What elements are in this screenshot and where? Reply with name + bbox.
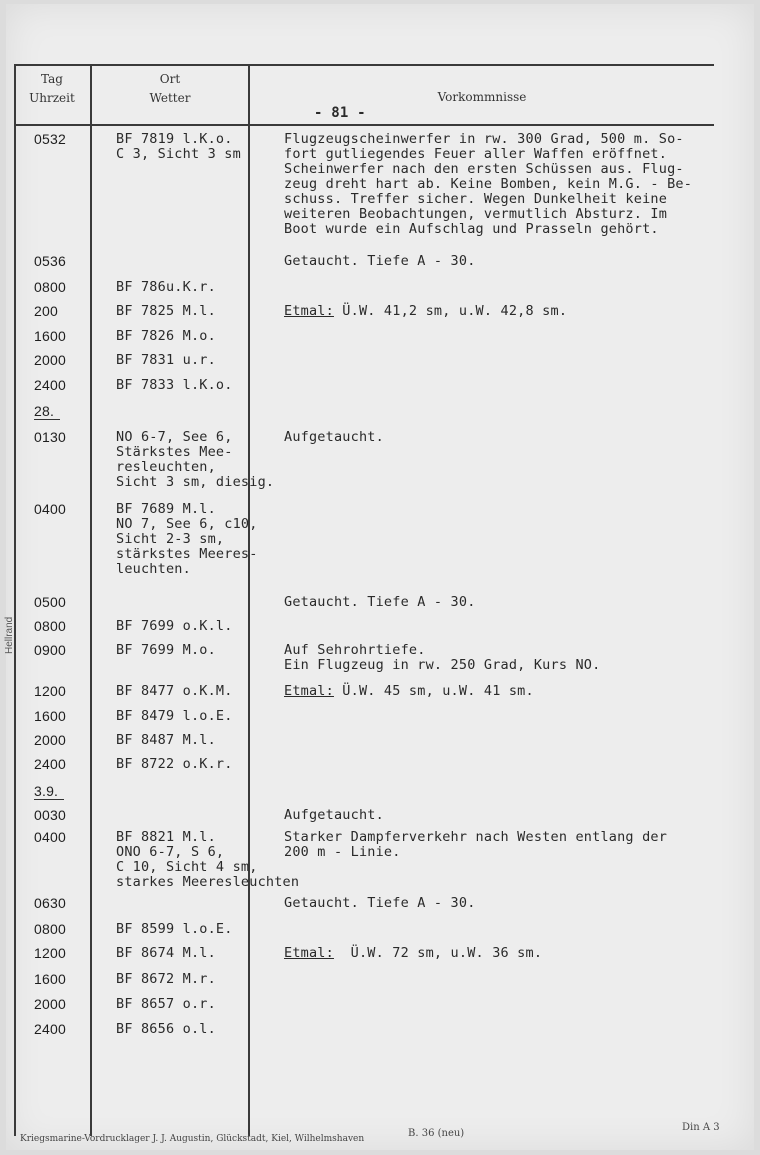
entry-time: 1200 xyxy=(34,945,66,961)
log-page xyxy=(6,4,754,1150)
remarks-text: Ü.W. 45 sm, u.W. 41 sm. xyxy=(333,683,534,699)
entry-time: 1600 xyxy=(34,328,66,344)
printer-imprint: Kriegsmarine-Vordrucklager J. J. Augustin, Glückstadt, Kiel, Wilhelmshaven xyxy=(20,1134,365,1144)
entry-time: 0800 xyxy=(34,618,66,634)
entry-position-weather: BF 8674 M.l. xyxy=(116,945,216,961)
entry-position-weather: BF 7819 l.K.o. C 3, Sicht 3 sm xyxy=(116,131,241,162)
remarks-text: Auf Sehrohrtiefe. Ein Flugzeug in rw. 250 Grad, Kurs NO. xyxy=(284,642,601,673)
remarks-text: Getaucht. Tiefe A - 30. xyxy=(284,253,476,269)
page-number: - 81 - xyxy=(314,105,366,121)
date-marker: 28. xyxy=(34,404,60,420)
entry-position-weather: BF 7699 o.K.l. xyxy=(116,618,233,634)
header-ort: Ort xyxy=(159,72,181,86)
left-border xyxy=(14,64,16,1136)
remarks-text: Ü.W. 41,2 sm, u.W. 42,8 sm. xyxy=(333,303,568,319)
entry-remarks xyxy=(284,304,567,319)
entry-position-weather: BF 8672 M.r. xyxy=(116,971,216,987)
entry-time: 2000 xyxy=(34,732,66,748)
entry-time: 2400 xyxy=(34,1021,66,1037)
remarks-text: Aufgetaucht. xyxy=(284,429,384,445)
entry-time: 1600 xyxy=(34,708,66,724)
entry-position-weather: BF 7825 M.l. xyxy=(116,303,216,319)
header-uhrzeit: Uhrzeit xyxy=(29,91,75,105)
entry-time: 2000 xyxy=(34,352,66,368)
entry-time: 2400 xyxy=(34,377,66,393)
entry-position-weather: BF 8599 l.o.E. xyxy=(116,921,233,937)
entry-position-weather: BF 8657 o.r. xyxy=(116,996,216,1012)
date-marker: 3.9. xyxy=(34,784,64,800)
remarks-text: Flugzeugscheinwerfer in rw. 300 Grad, 500 m. So- fort gutliegendes Feuer aller Waffen eröffnet. Scheinwerfer nach den ersten Schüssen aus. Flug- zeug dreht hart ab. Keine Bomben, kein M.G. - Be- schuss. Treffer sicher. Wegen Dunkelheit keine weiteren Beobachtungen, vermutlich Absturz. Im Boot wurde ein Aufschlag und Prasseln gehört. xyxy=(284,131,693,237)
entry-position-weather: BF 7689 M.l. NO 7, See 6, c10, Sicht 2-3 sm, stärkstes Meeres- leuchten. xyxy=(116,501,258,577)
entry-remarks xyxy=(284,430,384,445)
entry-position-weather: BF 8722 o.K.r. xyxy=(116,756,233,772)
entry-time: 200 xyxy=(34,303,58,319)
entry-position-weather: BF 8656 o.l. xyxy=(116,1021,216,1037)
side-mark: Hellrand xyxy=(4,616,15,654)
entry-position-weather: BF 8487 M.l. xyxy=(116,732,216,748)
entry-position-weather: BF 7831 u.r. xyxy=(116,352,216,368)
remarks-text: Getaucht. Tiefe A - 30. xyxy=(284,895,476,911)
header-tag-uhrzeit xyxy=(16,70,88,108)
entry-time: 0630 xyxy=(34,895,66,911)
remarks-text: Aufgetaucht. xyxy=(284,807,384,823)
header-tag: Tag xyxy=(41,72,63,86)
entry-time: 0800 xyxy=(34,921,66,937)
entry-position-weather: BF 7826 M.o. xyxy=(116,328,216,344)
entry-time: 0400 xyxy=(34,829,66,845)
entry-time: 1600 xyxy=(34,971,66,987)
entry-position-weather: BF 786u.K.r. xyxy=(116,279,216,295)
entry-remarks xyxy=(284,132,692,237)
entry-remarks xyxy=(284,808,384,823)
form-id: B. 36 (neu) xyxy=(408,1128,465,1139)
entry-time: 0500 xyxy=(34,594,66,610)
entry-time: 0400 xyxy=(34,501,66,517)
entry-time: 0130 xyxy=(34,429,66,445)
etmal-label: Etmal: xyxy=(284,303,334,319)
entry-time: 0532 xyxy=(34,131,66,147)
entry-remarks xyxy=(284,946,542,961)
remarks-text: Ü.W. 72 sm, u.W. 36 sm. xyxy=(333,945,543,961)
column-divider-2 xyxy=(248,64,250,1136)
entry-time: 0536 xyxy=(34,253,66,269)
entry-time: 2400 xyxy=(34,756,66,772)
header-bottom-rule xyxy=(14,124,714,126)
entry-time: 1200 xyxy=(34,683,66,699)
etmal-label: Etmal: xyxy=(284,945,334,961)
entry-position-weather: BF 7699 M.o. xyxy=(116,642,216,658)
entry-position-weather: BF 8477 o.K.M. xyxy=(116,683,233,699)
remarks-text: Getaucht. Tiefe A - 30. xyxy=(284,594,476,610)
entry-time: 0900 xyxy=(34,642,66,658)
entry-time: 0030 xyxy=(34,807,66,823)
remarks-text: Starker Dampferverkehr nach Westen entlang der 200 m - Linie. xyxy=(284,829,668,860)
entry-remarks xyxy=(284,896,476,911)
entry-remarks xyxy=(284,595,476,610)
entry-remarks xyxy=(284,254,476,269)
entry-remarks xyxy=(284,643,600,673)
entry-position-weather: BF 7833 l.K.o. xyxy=(116,377,233,393)
entry-time: 2000 xyxy=(34,996,66,1012)
paper-format: Din A 3 xyxy=(682,1122,720,1133)
entry-remarks xyxy=(284,684,534,699)
entry-position-weather: BF 8479 l.o.E. xyxy=(116,708,233,724)
header-vorkommnisse: Vorkommnisse xyxy=(437,90,527,104)
entry-position-weather: BF 8821 M.l. ONO 6-7, S 6, C 10, Sicht 4 sm, starkes Meeresleuchten xyxy=(116,829,300,890)
entry-position-weather: NO 6-7, See 6, Stärkstes Mee- resleuchten, Sicht 3 sm, diesig. xyxy=(116,429,275,490)
etmal-label: Etmal: xyxy=(284,683,334,699)
entry-time: 0800 xyxy=(34,279,66,295)
header-top-rule xyxy=(14,64,714,66)
header-wetter: Wetter xyxy=(149,91,191,105)
entry-remarks xyxy=(284,830,667,860)
header-ort-wetter xyxy=(94,70,246,108)
